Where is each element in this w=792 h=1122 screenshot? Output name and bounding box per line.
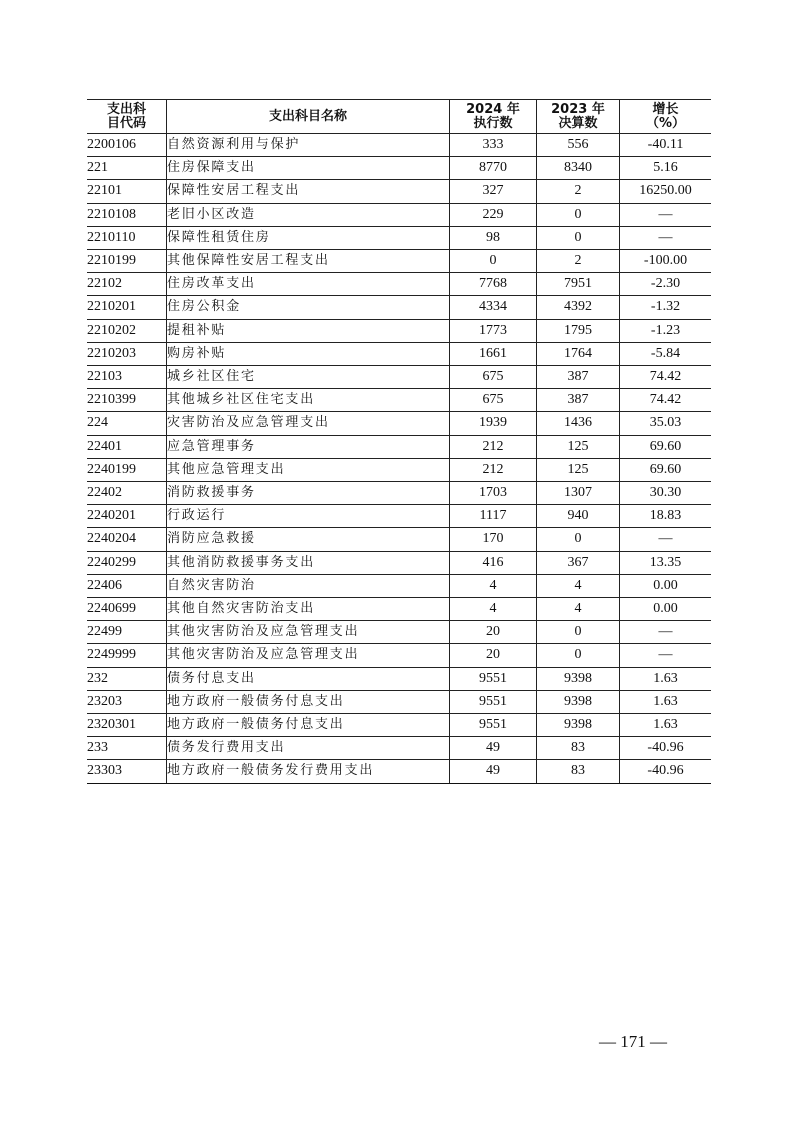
cell-code: 2240199 [87,458,167,481]
cell-growth: 69.60 [620,458,712,481]
cell-growth: 74.42 [620,389,712,412]
cell-name: 消防救援事务 [167,482,450,505]
table-row [87,644,711,667]
cell-growth: 1.63 [620,690,712,713]
cell-code: 23303 [87,760,167,783]
cell-2023: 4 [537,574,620,597]
cell-2024: 170 [450,528,537,551]
cell-code: 233 [87,737,167,760]
cell-name: 住房公积金 [167,296,450,319]
cell-2023: 0 [537,528,620,551]
cell-name: 城乡社区住宅 [167,366,450,389]
cell-2023: 4 [537,598,620,621]
table-row [87,760,711,783]
cell-growth: -40.11 [620,134,712,157]
cell-growth: -1.32 [620,296,712,319]
table-row [87,157,711,180]
table-row [87,366,711,389]
cell-2024: 212 [450,435,537,458]
cell-2024: 333 [450,134,537,157]
cell-growth: -40.96 [620,737,712,760]
header-2023: 2023 年 决算数 [537,100,620,134]
cell-2023: 9398 [537,667,620,690]
cell-2023: 387 [537,366,620,389]
cell-2024: 7768 [450,273,537,296]
cell-growth: 35.03 [620,412,712,435]
cell-growth: — [620,528,712,551]
cell-2023: 125 [537,458,620,481]
cell-2023: 556 [537,134,620,157]
cell-2024: 9551 [450,714,537,737]
cell-growth: -40.96 [620,760,712,783]
cell-2023: 83 [537,737,620,760]
header-growth: 增长 （%） [620,100,712,134]
cell-code: 2210399 [87,389,167,412]
expenditure-table [87,99,711,784]
cell-2024: 49 [450,737,537,760]
table-row [87,528,711,551]
cell-code: 224 [87,412,167,435]
cell-name: 自然资源利用与保护 [167,134,450,157]
cell-name: 其他灾害防治及应急管理支出 [167,644,450,667]
cell-name: 保障性租赁住房 [167,226,450,249]
cell-code: 22102 [87,273,167,296]
cell-growth: — [620,644,712,667]
cell-growth: 0.00 [620,598,712,621]
cell-name: 老旧小区改造 [167,203,450,226]
table-row [87,621,711,644]
cell-name: 债务付息支出 [167,667,450,690]
cell-2023: 387 [537,389,620,412]
cell-2024: 229 [450,203,537,226]
cell-2023: 7951 [537,273,620,296]
table-row [87,342,711,365]
cell-2024: 4 [450,598,537,621]
cell-name: 其他消防救援事务支出 [167,551,450,574]
cell-2024: 327 [450,180,537,203]
cell-2024: 675 [450,366,537,389]
table-row [87,296,711,319]
cell-2024: 416 [450,551,537,574]
cell-growth: — [620,226,712,249]
cell-growth: 69.60 [620,435,712,458]
header-code: 支出科 目代码 [87,100,167,134]
cell-2023: 9398 [537,690,620,713]
cell-name: 其他自然灾害防治支出 [167,598,450,621]
table-row [87,690,711,713]
cell-code: 2240204 [87,528,167,551]
cell-growth: -1.23 [620,319,712,342]
cell-2024: 20 [450,621,537,644]
cell-2024: 1703 [450,482,537,505]
cell-name: 购房补贴 [167,342,450,365]
cell-name: 其他应急管理支出 [167,458,450,481]
table-row [87,737,711,760]
table-row [87,714,711,737]
table-row [87,180,711,203]
table-row [87,574,711,597]
cell-2023: 367 [537,551,620,574]
cell-growth: -100.00 [620,250,712,273]
cell-2023: 940 [537,505,620,528]
cell-2024: 9551 [450,667,537,690]
cell-2023: 0 [537,203,620,226]
cell-growth: 5.16 [620,157,712,180]
cell-code: 2200106 [87,134,167,157]
cell-growth: 13.35 [620,551,712,574]
cell-growth: 1.63 [620,667,712,690]
cell-code: 221 [87,157,167,180]
cell-2024: 20 [450,644,537,667]
cell-code: 22401 [87,435,167,458]
cell-code: 2240699 [87,598,167,621]
cell-code: 2210110 [87,226,167,249]
table-row [87,482,711,505]
cell-code: 2249999 [87,644,167,667]
table-row [87,435,711,458]
cell-name: 地方政府一般债务发行费用支出 [167,760,450,783]
cell-growth: 1.63 [620,714,712,737]
cell-code: 2210201 [87,296,167,319]
cell-code: 22406 [87,574,167,597]
table-header-row [87,100,711,134]
table-row [87,505,711,528]
cell-name: 其他保障性安居工程支出 [167,250,450,273]
cell-2024: 1117 [450,505,537,528]
cell-2023: 83 [537,760,620,783]
cell-2024: 8770 [450,157,537,180]
table-row [87,458,711,481]
cell-2023: 8340 [537,157,620,180]
cell-2023: 0 [537,644,620,667]
cell-2024: 4 [450,574,537,597]
cell-2024: 1939 [450,412,537,435]
cell-code: 22101 [87,180,167,203]
table-body [87,134,711,784]
cell-name: 地方政府一般债务付息支出 [167,690,450,713]
cell-2023: 2 [537,250,620,273]
cell-code: 2320301 [87,714,167,737]
cell-code: 2210199 [87,250,167,273]
cell-code: 2240201 [87,505,167,528]
cell-2023: 0 [537,226,620,249]
cell-growth: 74.42 [620,366,712,389]
table-row [87,667,711,690]
table-row [87,319,711,342]
table-row [87,551,711,574]
cell-2024: 98 [450,226,537,249]
cell-growth: 16250.00 [620,180,712,203]
header-2024: 2024 年 执行数 [450,100,537,134]
cell-2023: 1436 [537,412,620,435]
cell-name: 地方政府一般债务付息支出 [167,714,450,737]
table-row [87,203,711,226]
cell-name: 住房保障支出 [167,157,450,180]
cell-name: 债务发行费用支出 [167,737,450,760]
table-row [87,389,711,412]
cell-code: 22103 [87,366,167,389]
cell-2023: 125 [537,435,620,458]
cell-name: 保障性安居工程支出 [167,180,450,203]
cell-growth: 18.83 [620,505,712,528]
cell-growth: -2.30 [620,273,712,296]
cell-growth: — [620,621,712,644]
cell-name: 其他灾害防治及应急管理支出 [167,621,450,644]
cell-2023: 4392 [537,296,620,319]
cell-name: 行政运行 [167,505,450,528]
table-row [87,412,711,435]
cell-2023: 1307 [537,482,620,505]
cell-2024: 1773 [450,319,537,342]
table-row [87,250,711,273]
cell-code: 2210202 [87,319,167,342]
cell-name: 消防应急救援 [167,528,450,551]
cell-growth: 0.00 [620,574,712,597]
cell-code: 2210108 [87,203,167,226]
cell-name: 自然灾害防治 [167,574,450,597]
cell-code: 2210203 [87,342,167,365]
cell-name: 提租补贴 [167,319,450,342]
cell-code: 2240299 [87,551,167,574]
table-row [87,273,711,296]
cell-2023: 2 [537,180,620,203]
table-row [87,226,711,249]
cell-2024: 9551 [450,690,537,713]
cell-name: 其他城乡社区住宅支出 [167,389,450,412]
cell-2024: 212 [450,458,537,481]
cell-code: 23203 [87,690,167,713]
cell-2024: 49 [450,760,537,783]
cell-2023: 9398 [537,714,620,737]
cell-code: 22499 [87,621,167,644]
cell-2024: 1661 [450,342,537,365]
cell-2024: 4334 [450,296,537,319]
cell-2023: 1795 [537,319,620,342]
table-row [87,598,711,621]
cell-2024: 675 [450,389,537,412]
cell-name: 住房改革支出 [167,273,450,296]
cell-growth: — [620,203,712,226]
table-row [87,134,711,157]
cell-code: 232 [87,667,167,690]
cell-2023: 0 [537,621,620,644]
cell-name: 应急管理事务 [167,435,450,458]
cell-code: 22402 [87,482,167,505]
page-number: — 171 — [599,1032,667,1051]
cell-name: 灾害防治及应急管理支出 [167,412,450,435]
cell-2024: 0 [450,250,537,273]
cell-2023: 1764 [537,342,620,365]
cell-growth: -5.84 [620,342,712,365]
header-name: 支出科目名称 [167,100,450,134]
cell-growth: 30.30 [620,482,712,505]
